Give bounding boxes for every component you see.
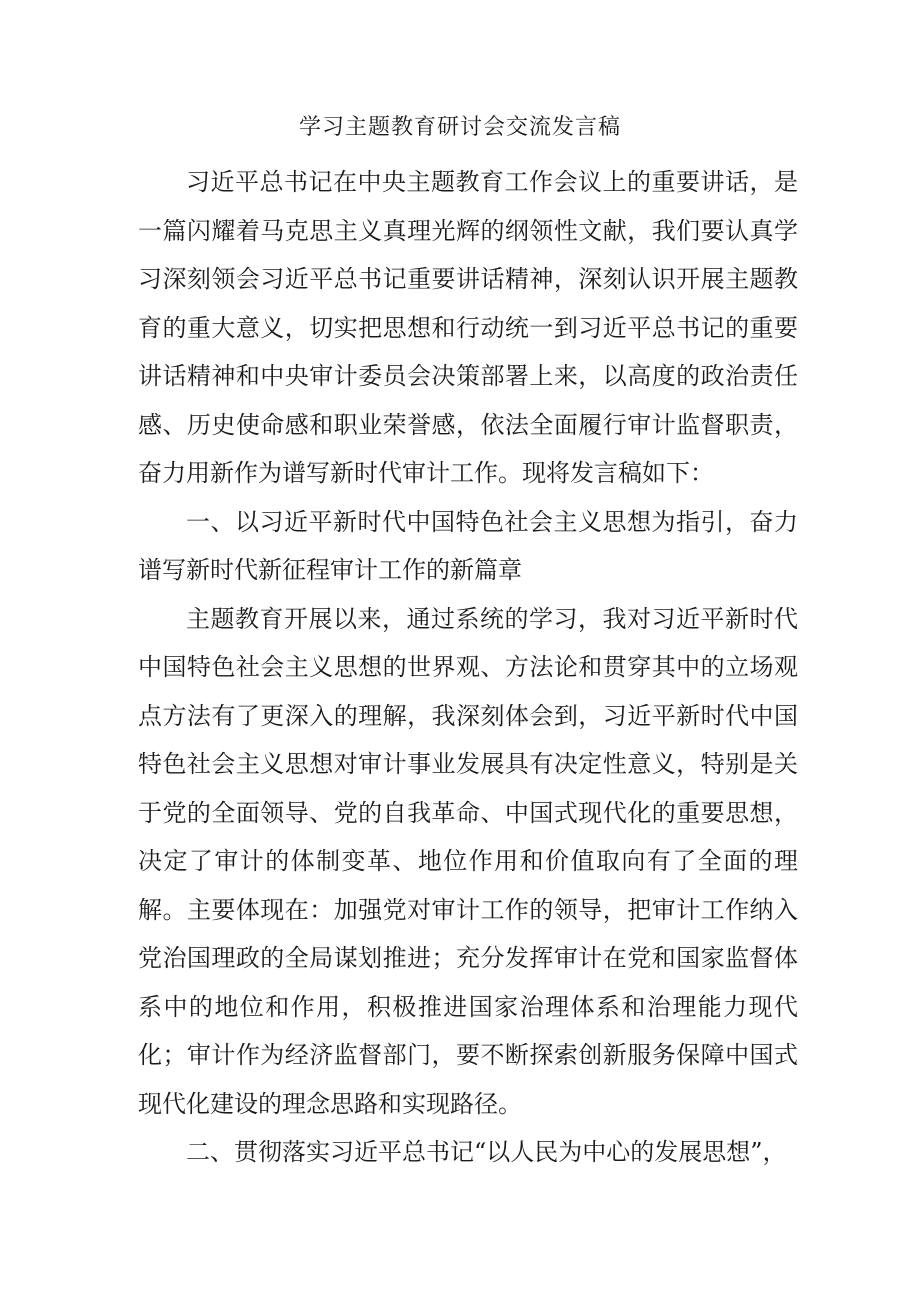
section-heading-2: 二、贯彻落实习近平总书记“以人民为中心的发展思想”， [186, 1138, 787, 1166]
section-heading-1: 一、以习近平新时代中国特色社会主义思想为指引，奋力谱写新时代新征程审计工作的新篇章 [138, 507, 798, 584]
document-title: 学习主题教育研讨会交流发言稿 [298, 115, 621, 140]
paragraph-intro: 习近平总书记在中央主题教育工作会议上的重要讲话，是一篇闪耀着马克思主义真理光辉的纲领性文献，我们要认真学习深刻领会习近平总书记重要讲话精神，深刻认识开展主题教育的重大意义，切实把思想和行动统一到习近平总书记的重要讲话精神和中央审计委员会决策部署上来，以高度的政治责任感、历史使命感和职业荣誉感，依法全面履行审计监督职责，奋力用新作为谱写新时代审计工作。现将发言稿如下： [138, 168, 798, 487]
document-body [138, 158, 798, 1177]
paragraph-section-1: 主题教育开展以来，通过系统的学习，我对习近平新时代中国特色社会主义思想的世界观、方法论和贯穿其中的立场观点方法有了更深入的理解，我深刻体会到，习近平新时代中国特色社会主义思想对审计事业发展具有决定性意义，特别是关于党的全面领导、党的自我革命、中国式现代化的重要思想，决定了审计的体制变革、地位作用和价值取向有了全面的理解。主要体现在：加强党对审计工作的领导，把审计工作纳入党治国理政的全局谋划推进；充分发挥审计在党和国家监督体系中的地位和作用，积极推进国家治理体系和治理能力现代化；审计作为经济监督部门，要不断探索创新服务保障中国式现代化建设的理念思路和实现路径。 [138, 604, 798, 1118]
